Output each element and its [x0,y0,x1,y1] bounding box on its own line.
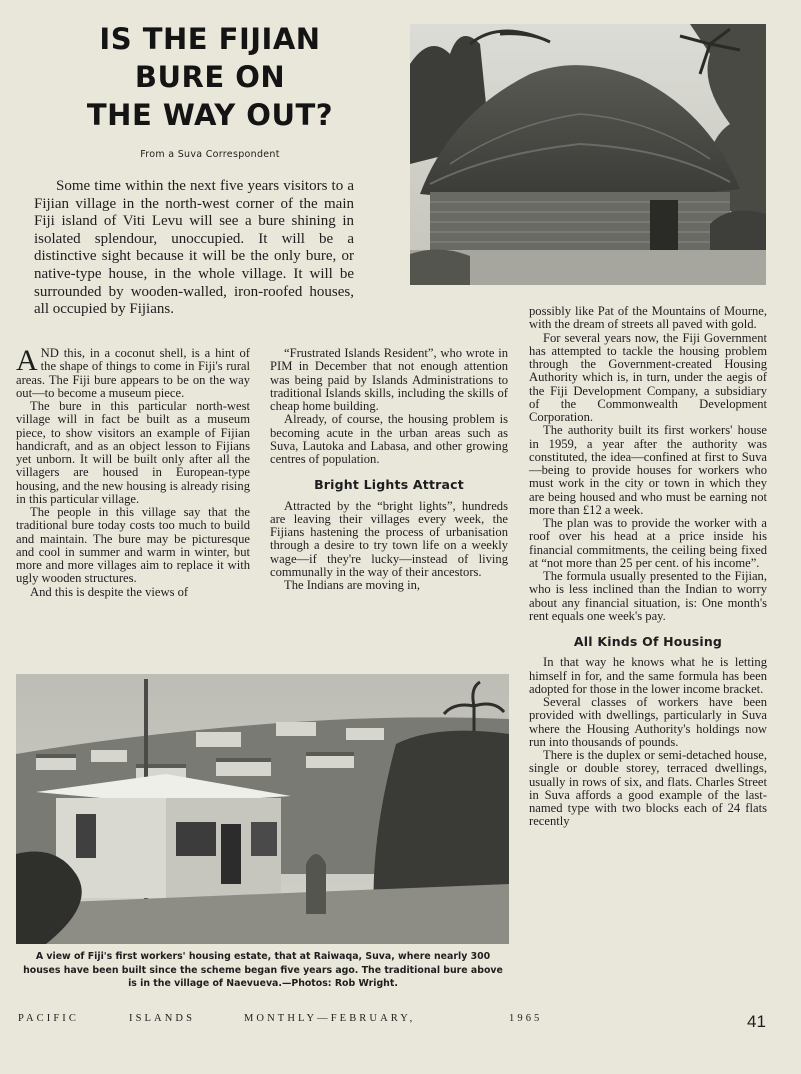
article-column-1 [16,344,250,599]
column-2-paragraph-1: “Frustrated Islands Resident”, who wrote in PIM in December that not enough attention was being paid by Islands Administrations to traditional Islands skills, including the skills of cheap home building. [270,346,508,413]
bure-photo-image [410,24,766,285]
photo-caption: A view of Fiji's first workers' housing estate, that at Raiwaqa, Suva, where nearly 300 houses have been built since the scheme began five years ago. The traditional bure above is in the village of Naevueva.—Photos: Rob Wright. [23,951,503,989]
column-3-paragraph-2: For several years now, the Fiji Government has attempted to tackle the housing problem through the Government-created Housing Authority which is, in turn, under the aegis of the Fiji Development Company, a subsidiary of the Commonwealth Development Corporation. [529,330,767,424]
column-2-paragraph-4: The Indians are moving in, [284,578,421,592]
housing-estate-photo [16,674,509,944]
article-column-2 [270,347,508,592]
drop-cap: A [16,344,38,377]
column-3-paragraph-4: The plan was to provide the worker with a roof over his head at a price inside his financial commitments, the ceiling being fixed at “not more than 25 per cent. of his income”. [529,516,767,570]
column-3-paragraph-8: There is the duplex or semi-detached house, single or double storey, terraced dwellings, usually in rows of six, and flats. Charles Street in Suva affords a good example of the last-named type with two blocks each of 24 flats recently [529,748,767,829]
column-3-paragraph-6: In that way he knows what he is letting himself in for, and the same formula has been adopted for those in the lower income bracket. [529,655,767,696]
column-2-paragraph-3: Attracted by the “bright lights”, hundreds are leaving their villages every week, the Fijians hastening the process of urbanisation through a desire to try town life on a weekly wage—if they're lucky—instead of living communally in the way of their ancestors. [270,498,508,579]
column-1-paragraph-1 [16,344,250,400]
column-3-paragraph-7: Several classes of workers have been provided with dwellings, particularly in Suva where the Housing Authority's holdings now run into thousands of pounds. [529,695,767,749]
column-2-paragraph-2: Already, of course, the housing problem is becoming acute in the urban areas such as Suva, Lautoka and Labasa, and other growing centres of population. [270,412,508,466]
headline-line-1: IS THE FIJIAN [99,22,321,56]
footer-pacific: PACIFIC [18,1013,79,1024]
column-3-paragraph-5: The formula usually presented to the Fijian, who is less inclined than the Indian to worry about any financial situation, is: One month's rent equals one week's pay. [529,569,767,623]
footer-islands: ISLANDS [129,1013,196,1024]
headline-line-3: THE WAY OUT? [86,98,334,132]
column-1-paragraph-1-text: ND this, in a coconut shell, is a hint of the shape of things to come in Fiji's rural areas. The Fiji bure appears to be on the way out—to become a museum piece. [16,346,250,400]
intro-paragraph: Some time within the next five years visitors to a Fijian village in the north-west corner of the main Fiji island of Viti Levu will see a bure shining in isolated splendour, unoccupied. It will be a distinctive sight because it will be the only bure, or native-type house, in the whole village. It will be surrounded by wooden-walled, iron-roofed houses, all occupied by Fijians. [34,178,354,318]
page-number: 41 [747,1012,766,1031]
subhead-bright-lights: Bright Lights Attract [314,477,464,493]
column-3-paragraph-3: The authority built its first workers' house in 1959, a year after the authority was constituted, the idea—confined at first to Suva—being to provide houses for workers who must work in the city or town in which they are being housed and who must be earning not more than £12 a week. [529,423,767,517]
footer-monthly-february: MONTHLY—FEBRUARY, [244,1013,416,1024]
article-headline [20,20,400,134]
housing-estate-photo-image [16,674,509,944]
article-column-3 [529,305,767,829]
headline-line-2: BURE ON [134,60,286,94]
column-1-paragraph-3: The people in this village say that the traditional bure today costs too much to build and maintain. The bure may be picturesque and cool in summer and warm in winter, but more and more villages aim to replace it with ugly wooden structures. [16,505,250,586]
bure-photo [410,24,766,285]
column-1-paragraph-4: And this is despite the views of [30,584,189,599]
column-1-paragraph-2: The bure in this particular north-west village will in fact be built as a museum piece, to show visitors an example of Fijian handicraft, and as an object lesson to Fijians yet unborn. It will be built only after all the villagers are housed in European-type housing, and the new housing is already rising in this particular village. [16,399,250,506]
column-3-paragraph-1: possibly like Pat of the Mountains of Mourne, with the dream of streets all paved with gold. [529,304,767,332]
footer-year: 1965 [509,1013,543,1024]
subhead-all-kinds-of-housing: All Kinds Of Housing [573,634,723,649]
byline: From a Suva Correspondent [140,149,280,160]
